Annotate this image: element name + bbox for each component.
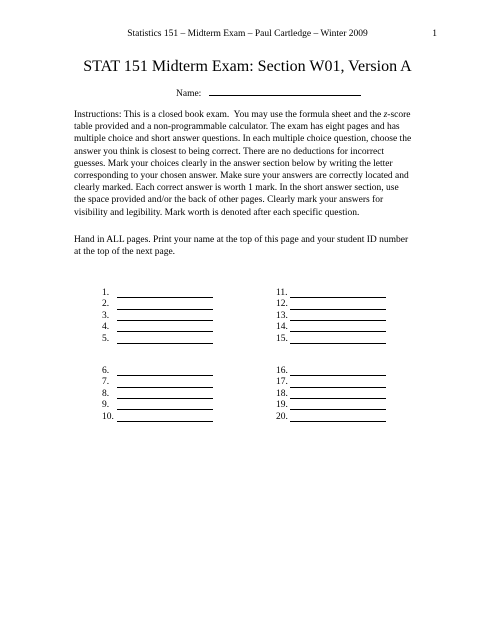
- answer-number: 4.: [102, 322, 110, 333]
- answer-blank[interactable]: [290, 412, 386, 422]
- instructions-line: corresponding to your chosen answer. Make sure your answers are correctly located and: [74, 171, 409, 182]
- answer-blank[interactable]: [290, 299, 386, 309]
- answer-number: 16.: [276, 366, 288, 376]
- instructions-line: table provided and a non-programmable calculator. The exam has eight pages and has: [74, 122, 400, 133]
- answer-blank[interactable]: [290, 334, 386, 344]
- answer-blank[interactable]: [290, 400, 386, 410]
- answer-number: 17.: [276, 377, 288, 388]
- answer-blank[interactable]: [290, 288, 386, 298]
- answer-number: 5.: [102, 333, 110, 344]
- answer-number: 8.: [102, 388, 110, 399]
- answer-blank[interactable]: [290, 311, 386, 321]
- name-label: Name:: [176, 89, 202, 99]
- answer-number: 19.: [276, 400, 288, 411]
- page-number: 1: [432, 29, 437, 39]
- answer-number: 20.: [276, 411, 288, 422]
- answer-number: 15.: [276, 333, 288, 344]
- page-header: [0, 29, 495, 43]
- instructions-line: answer you think is closest to being correct. There are no deductions for incorrect: [74, 146, 385, 157]
- answer-blank[interactable]: [117, 299, 213, 309]
- exam-title: STAT 151 Midterm Exam: Section W01, Version A: [83, 58, 412, 75]
- answer-blank[interactable]: [117, 377, 213, 387]
- instructions-line: multiple choice and short answer questions. In each multiple choice question, choose the: [74, 134, 412, 145]
- hand-in-paragraph: [74, 234, 426, 258]
- name-field: [176, 86, 361, 99]
- answer-blank[interactable]: [290, 322, 386, 332]
- answer-blank[interactable]: [117, 400, 213, 410]
- instructions-line: the space provided and/or the back of other pages. Clearly mark your answers for: [74, 195, 384, 206]
- answer-number: 9.: [102, 400, 110, 411]
- answer-blank[interactable]: [117, 322, 213, 332]
- answer-blank[interactable]: [117, 389, 213, 399]
- name-blank: [209, 86, 361, 96]
- hand-in-line: at the top of the next page.: [74, 247, 176, 258]
- answer-number: 2.: [102, 299, 110, 310]
- answer-blank[interactable]: [290, 389, 386, 399]
- instructions-line: visibility and legibility. Mark worth is denoted after each specific question.: [74, 207, 360, 218]
- instructions-line: guesses. Mark your choices clearly in the answer section below by writing the letter: [74, 158, 393, 169]
- answer-blank[interactable]: [117, 311, 213, 321]
- header-title: Statistics 151 – Midterm Exam – Paul Cartledge – Winter 2009: [127, 29, 368, 39]
- answer-blank[interactable]: [117, 334, 213, 344]
- answer-blank[interactable]: [290, 377, 386, 387]
- answer-blank[interactable]: [117, 366, 213, 376]
- hand-in-line: Hand in ALL pages. Print your name at the top of this page and your student ID number: [74, 235, 409, 245]
- instructions-line: clearly marked. Each correct answer is worth 1 mark. In the short answer section, use: [74, 183, 399, 194]
- answer-number: 3.: [102, 310, 110, 321]
- answer-number: 12.: [276, 299, 288, 310]
- answer-blank[interactable]: [290, 366, 386, 376]
- answer-number: 11.: [276, 288, 288, 298]
- answer-number: 18.: [276, 388, 288, 399]
- answer-number: 1.: [102, 288, 110, 298]
- answer-number: 6.: [102, 366, 110, 376]
- answer-number: 13.: [276, 310, 288, 321]
- answer-blank[interactable]: [117, 412, 213, 422]
- answer-number: 7.: [102, 377, 110, 388]
- answer-blank[interactable]: [117, 288, 213, 298]
- answer-number: 10.: [102, 411, 114, 422]
- answer-number: 14.: [276, 322, 288, 333]
- instructions-line: Instructions: This is a closed book exam. You may use the formula sheet and the z-score: [74, 110, 411, 120]
- instructions-paragraph: [74, 109, 426, 219]
